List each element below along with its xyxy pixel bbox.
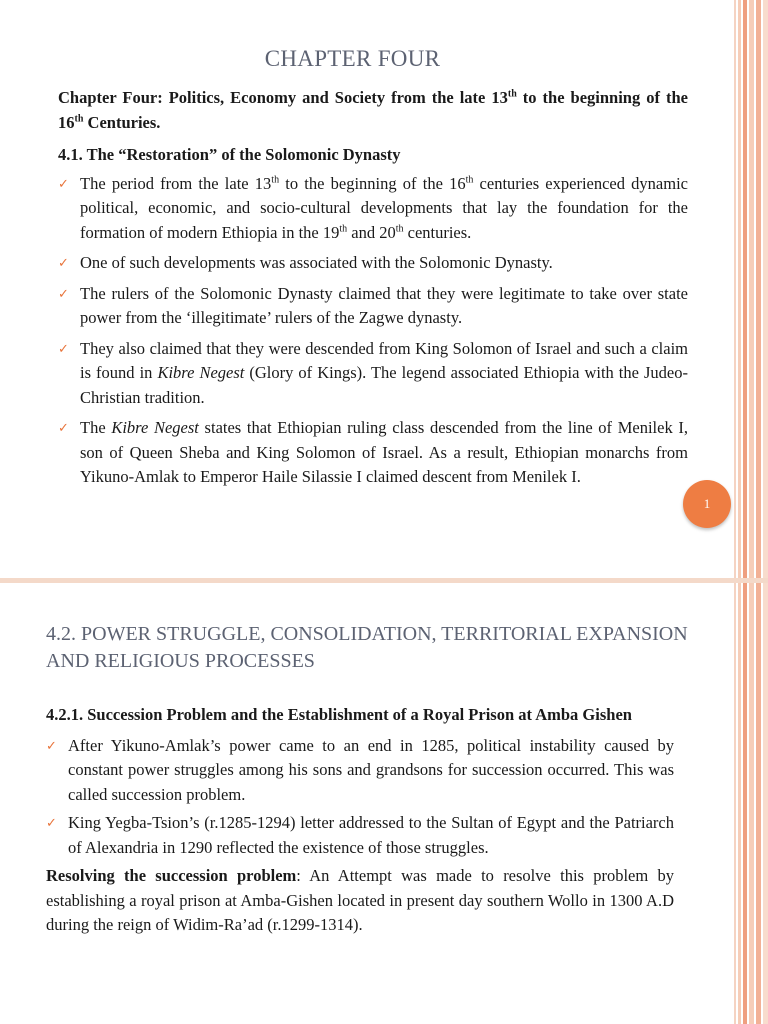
chapter-heading: CHAPTER FOUR xyxy=(264,46,441,71)
list-item: ✓ The Kibre Negest states that Ethiopian ruling class descended from the line of Menilek I, son of Queen Sheba and King Solomon of Israel. As a result, Ethiopian monarchs from Yikuno-Amlak to Emperor Haile Silassie I claimed descent from Menilek I. xyxy=(58,418,688,486)
list-item: ✓ King Yegba-Tsion’s (r.1285-1294) letter addressed to the Sultan of Egypt and the Patriarch of Alexandria in 1290 reflected the existence of those struggles. xyxy=(46,813,674,857)
list-item: ✓ After Yikuno-Amlak’s power came to an end in 1285, political instability caused by constant power struggles among his sons and grandsons for succession occurred. This was called succession problem. xyxy=(46,735,674,804)
bullet-list xyxy=(58,172,688,490)
checkmark-icon: ✓ xyxy=(58,340,69,356)
decorative-stripes xyxy=(738,0,768,580)
bullet-list xyxy=(46,734,674,861)
checkmark-icon: ✓ xyxy=(46,737,57,753)
checkmark-icon: ✓ xyxy=(58,175,69,191)
paragraph: Resolving the succession problem: An Attempt was made to resolve this problem by establishing a royal prison at Amba-Gishen located in present day southern Wollo in 1300 A.D during the reign of Widim-Ra’ad (r.1299-1314). xyxy=(46,866,674,934)
list-item: ✓ The rulers of the Solomonic Dynasty claimed that they were legitimate to take over state power from the ‘illegitimate’ rulers of the Zagwe dynasty. xyxy=(58,283,688,327)
chapter-title: Chapter Four: Politics, Economy and Society from the late 13th to the beginning of the 16th Centuries. xyxy=(58,88,688,132)
list-item: ✓ One of such developments was associated with the Solomonic Dynasty. xyxy=(58,251,688,276)
list-item: ✓ The period from the late 13th to the beginning of the 16th centuries experienced dynamic political, economic, and socio-cultural developments that lay the foundation for the formation of modern Ethiopia in the 19th and 20th centuries. xyxy=(58,173,689,242)
slide-2 xyxy=(0,583,768,1024)
slide-1-content xyxy=(58,86,688,496)
checkmark-icon: ✓ xyxy=(58,420,69,435)
decorative-stripes xyxy=(738,583,768,1024)
slide-2-content xyxy=(46,703,674,938)
section-subheading: 4.1. The “Restoration” of the Solomonic Dynasty xyxy=(58,145,401,164)
section-title: 4.2. POWER STRUGGLE, CONSOLIDATION, TERRITORIAL EXPANSION AND RELIGIOUS PROCESSES xyxy=(46,623,688,672)
checkmark-icon: ✓ xyxy=(58,285,69,301)
subsection-heading: 4.2.1. Succession Problem and the Establishment of a Royal Prison at Amba Gishen xyxy=(46,705,632,724)
checkmark-icon: ✓ xyxy=(46,815,57,830)
page-number-badge: 1 xyxy=(683,480,731,528)
checkmark-icon: ✓ xyxy=(58,255,69,270)
list-item: ✓ They also claimed that they were descended from King Solomon of Israel and such a claim is found in Kibre Negest (Glory of Kings). The legend associated Ethiopia with the Judeo-Christian tradition. xyxy=(58,338,688,407)
